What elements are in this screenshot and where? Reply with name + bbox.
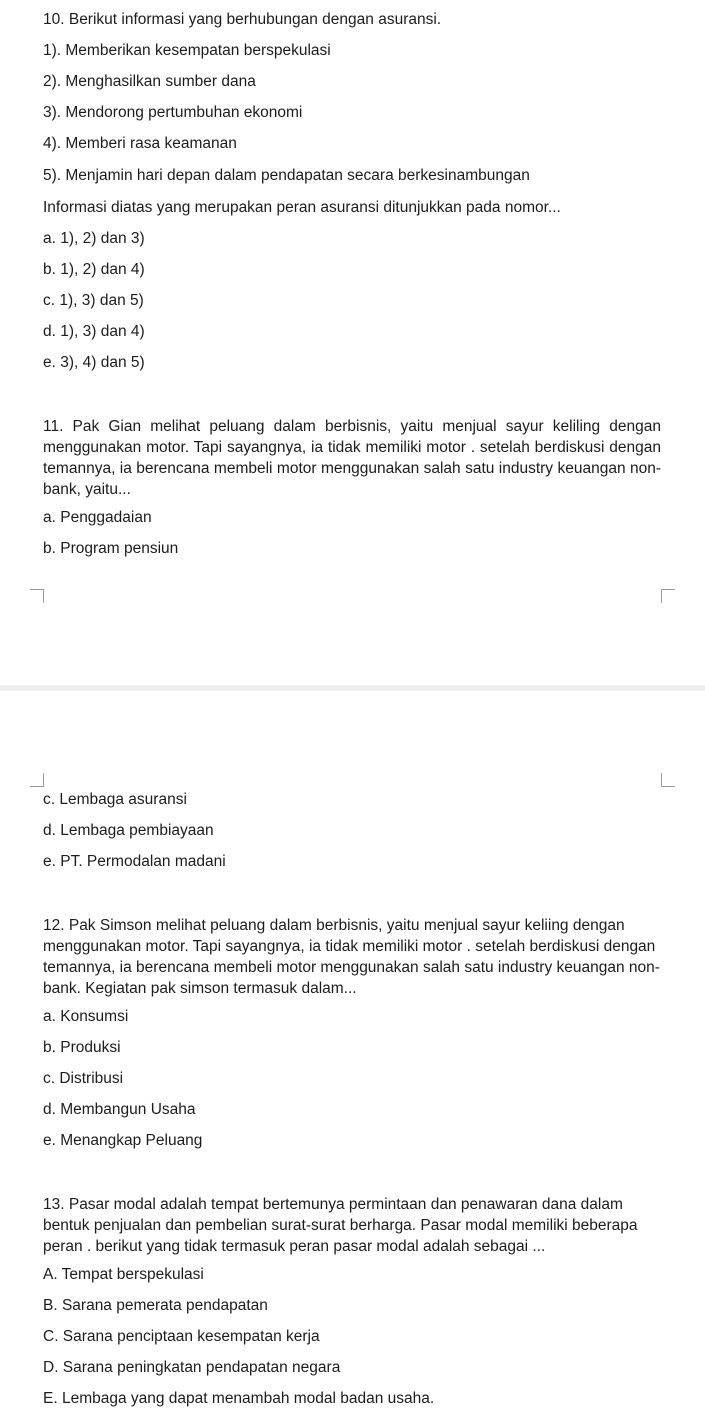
question-13-option-e: E. Lembaga yang dapat menambah modal badan usaha.: [43, 1390, 435, 1407]
question-10-option-c: c. 1), 3) dan 5): [43, 292, 144, 309]
page-corner-mark: [30, 773, 44, 787]
question-13-option-b: B. Sarana pemerata pendapatan: [43, 1297, 268, 1314]
page-corner-mark: [661, 589, 675, 603]
question-13-option-c: C. Sarana penciptaan kesempatan kerja: [43, 1328, 320, 1345]
question-11-option-e: e. PT. Permodalan madani: [43, 853, 226, 870]
page-corner-mark: [30, 589, 44, 603]
question-11-option-d: d. Lembaga pembiayaan: [43, 822, 214, 839]
question-10-item-4: 4). Memberi rasa keamanan: [43, 135, 237, 152]
question-10-item-2: 2). Menghasilkan sumber dana: [43, 73, 256, 90]
question-10-item-1: 1). Memberikan kesempatan berspekulasi: [43, 42, 331, 59]
question-10-option-e: e. 3), 4) dan 5): [43, 354, 145, 371]
question-12-option-b: b. Produksi: [43, 1039, 121, 1056]
question-12-option-c: c. Distribusi: [43, 1070, 124, 1087]
question-11-option-b: b. Program pensiun: [43, 540, 179, 557]
question-10-stem: 10. Berikut informasi yang berhubungan dengan asuransi.: [43, 11, 442, 28]
page-separator: [0, 685, 705, 691]
question-12-option-e: e. Menangkap Peluang: [43, 1132, 203, 1149]
question-12-option-d: d. Membangun Usaha: [43, 1101, 196, 1118]
question-11-option-a: a. Penggadaian: [43, 509, 152, 526]
question-11-option-c: c. Lembaga asuransi: [43, 791, 187, 808]
question-10-item-3: 3). Mendorong pertumbuhan ekonomi: [43, 104, 303, 121]
question-10-option-d: d. 1), 3) dan 4): [43, 323, 145, 340]
question-13-option-a: A. Tempat berspekulasi: [43, 1266, 204, 1283]
question-12-option-a: a. Konsumsi: [43, 1008, 129, 1025]
question-12-stem: 12. Pak Simson melihat peluang dalam berbisnis, yaitu menjual sayur keliing dengan menggunakan motor. Tapi sayangnya, ia tidak memiliki motor . setelah berdiskusi dengan temannya, ia berencana membeli motor menggunakan salah satu industry keuangan non-bank. Kegiatan pak simson termasuk dalam...: [43, 917, 660, 997]
question-10-option-a: a. 1), 2) dan 3): [43, 230, 145, 247]
question-11-stem: 11. Pak Gian melihat peluang dalam berbisnis, yaitu menjual sayur keliling dengan menggunakan motor. Tapi sayangnya, ia tidak memiliki motor . setelah berdiskusi dengan temannya, ia berencana membeli motor menggunakan salah satu industry keuangan non-bank, yaitu...: [43, 418, 661, 498]
page-corner-mark: [661, 773, 675, 787]
question-10-item-5: 5). Menjamin hari depan dalam pendapatan secara berkesinambungan: [43, 167, 530, 184]
question-10-option-b: b. 1), 2) dan 4): [43, 261, 145, 278]
question-13-stem: 13. Pasar modal adalah tempat bertemunya permintaan dan penawaran dana dalam bentuk penjualan dan pembelian surat-surat berharga. Pasar modal memiliki beberapa peran . berikut yang tidak termasuk peran pasar modal adalah sebagai ...: [43, 1196, 638, 1255]
question-13-option-d: D. Sarana peningkatan pendapatan negara: [43, 1359, 341, 1376]
question-10-prompt: Informasi diatas yang merupakan peran asuransi ditunjukkan pada nomor...: [43, 199, 561, 216]
